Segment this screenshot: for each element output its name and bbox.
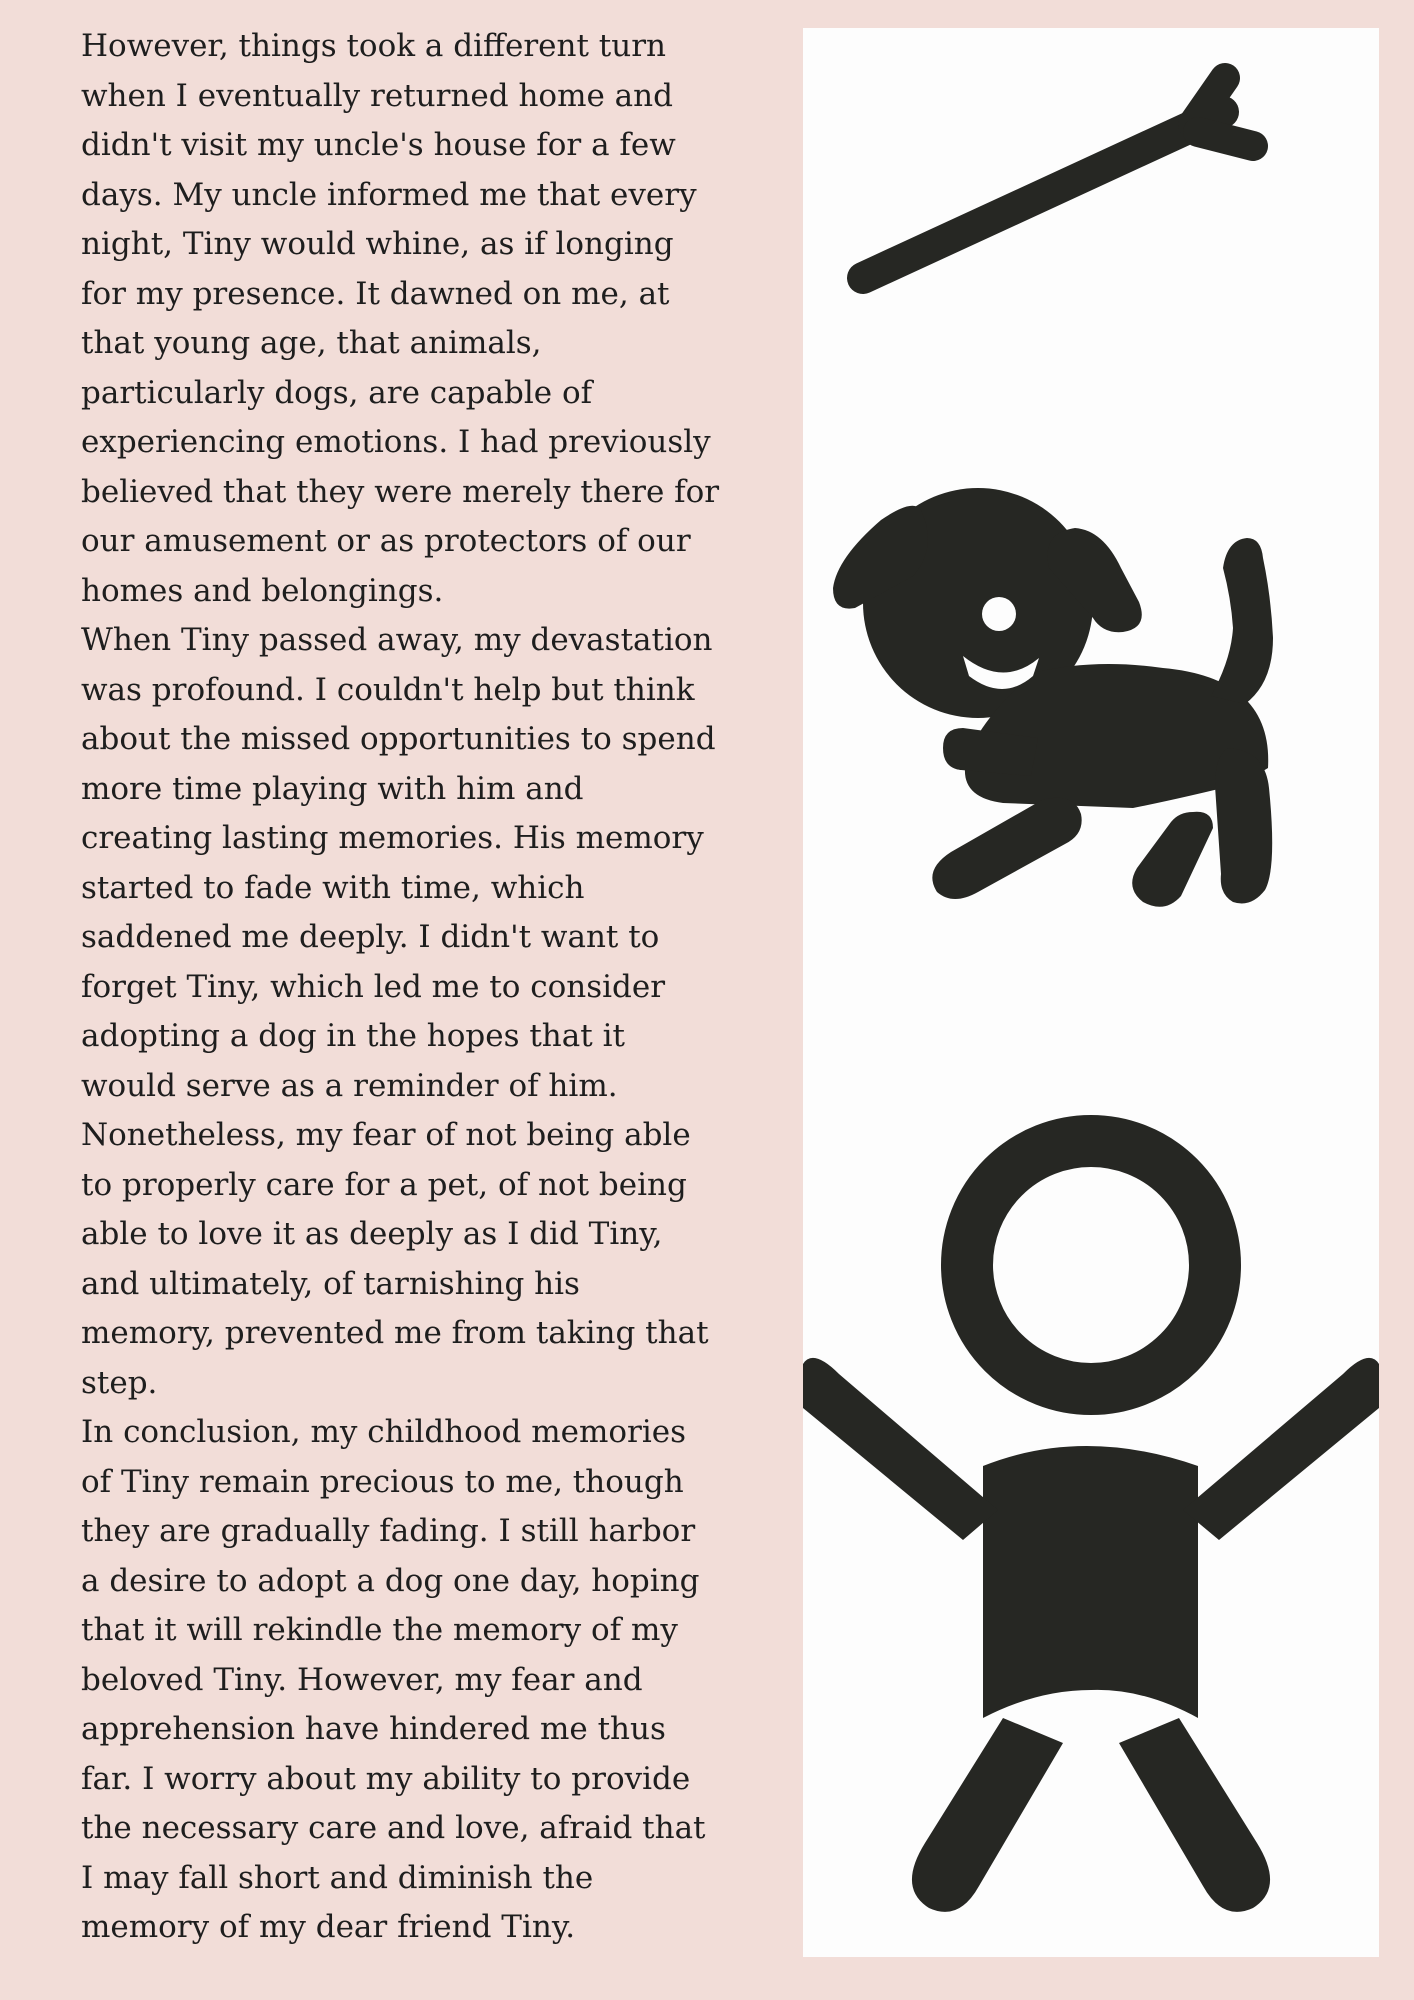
child-icon — [803, 1141, 1379, 1912]
paragraph-3: In conclusion, my childhood memories of Tiny remain precious to me, though they are gradually fading. I still harbor a desire to adopt a dog one day, hoping that it will rekindle the memory of my beloved Tiny. However, my fear and apprehension have hindered me thus far. I worry about my ability to provide the necessary care and love, afraid that I may fall short and diminish the memory of my dear friend Tiny. — [81, 1414, 706, 1945]
dog-icon — [833, 488, 1273, 907]
illustration-svg — [803, 28, 1379, 1957]
story-text — [81, 22, 721, 1953]
illustration-panel — [803, 28, 1379, 1957]
stick-icon — [863, 78, 1253, 278]
paragraph-2: When Tiny passed away, my devastation was profound. I couldn't help but think about the missed opportunities to spend more time playing with him and creating lasting memories. His memory started to fade with time, which saddened me deeply. I didn't want to forget Tiny, which led me to consider adopting a dog in the hopes that it would serve as a reminder of him. Nonetheless, my fear of not being able to properly care for a pet, of not being able to love it as deeply as I did Tiny, and ultimately, of tarnishing his memory, prevented me from taking that step. — [81, 622, 716, 1401]
paragraph-1: However, things took a different turn when I eventually returned home and didn't visit my uncle's house for a few days. My uncle informed me that every night, Tiny would whine, as if longing for my presence. It dawned on me, at that young age, that animals, particularly dogs, are capable of experiencing emotions. I had previously believed that they were merely there for our amusement or as protectors of our homes and belongings. — [81, 28, 720, 609]
